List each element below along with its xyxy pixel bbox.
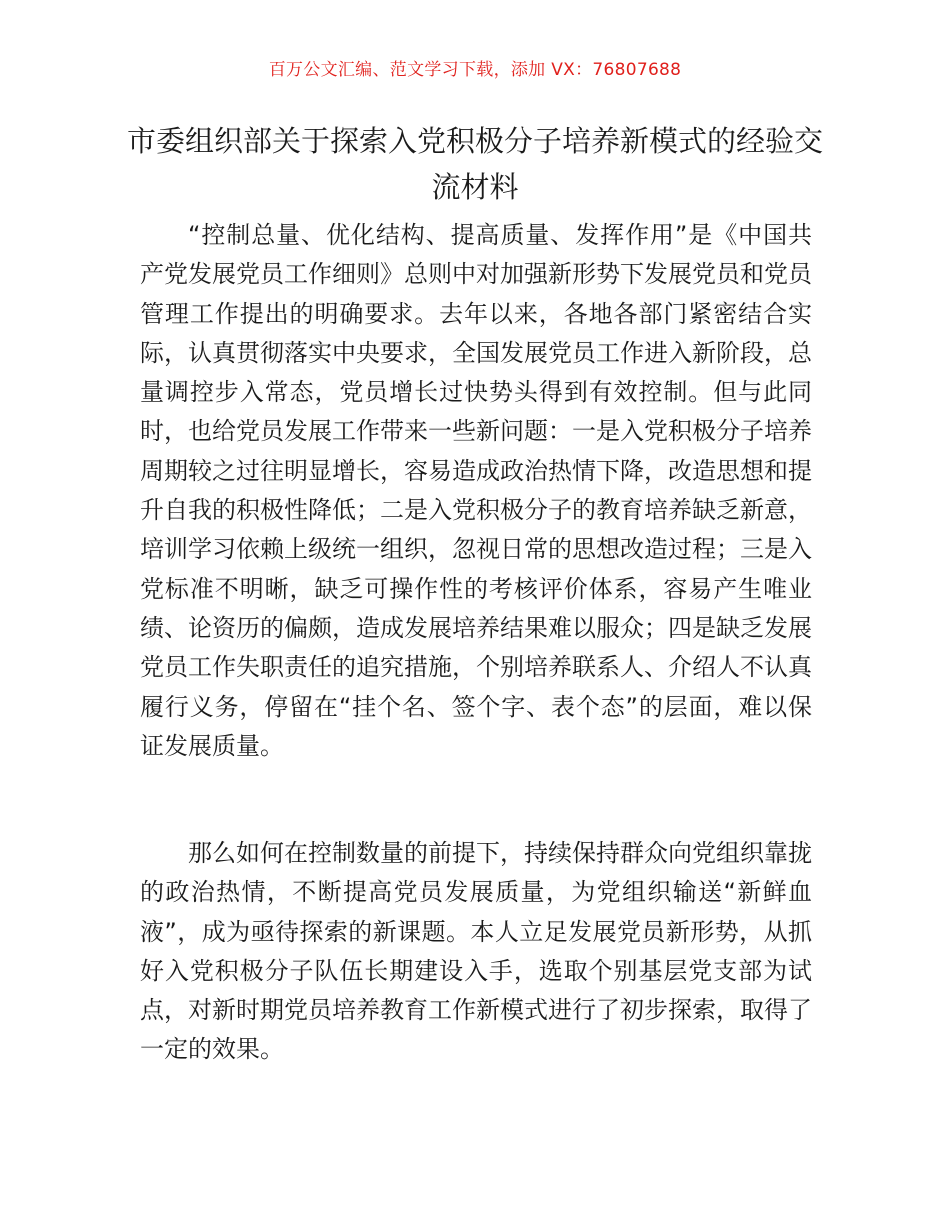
watermark-header: 百万公文汇编、范文学习下载，添加 VX：76807688 <box>268 60 682 80</box>
document-title: 市委组织部关于探索入党积极分子培养新模式的经验交流材料 <box>126 124 823 204</box>
body-paragraph-1: “控制总量、优化结构、提高质量、发挥作用”是《中国共产党发展党员工作细则》总则中对加强新形势下发展党员和党员管理工作提出的明确要求。去年以来，各地各部门紧密结合实际，认真贯彻落实中央要求，全国发展党员工作进入新阶段，总量调控步入常态，党员增长过快势头得到有效控制。但与此同时，也给党员发展工作带来一些新问题：一是入党积极分子培养周期较之过往明显增长，容易造成政治热情下降，改造思想和提升自我的积极性降低；二是入党积极分子的教育培养缺乏新意，培训学习依赖上级统一组织，忽视日常的思想改造过程；三是入党标准不明晰，缺乏可操作性的考核评价体系，容易产生唯业绩、论资历的偏颇，造成发展培养结果难以服众；四是缺乏发展党员工作失职责任的追究措施，个别培养联系人、介绍人不认真履行义务，停留在“挂个名、签个字、表个态”的层面，难以保证发展质量。 <box>140 221 812 760</box>
body-paragraph-2: 那么如何在控制数量的前提下，持续保持群众向党组织靠拢的政治热情，不断提高党员发展质量，为党组织输送“新鲜血液”，成为亟待探索的新课题。本人立足发展党员新形势，从抓好入党积极分子队伍长期建设入手，选取个别基层党支部为试点，对新时期党员培养教育工作新模式进行了初步探索，取得了一定的效果。 <box>140 839 812 1064</box>
